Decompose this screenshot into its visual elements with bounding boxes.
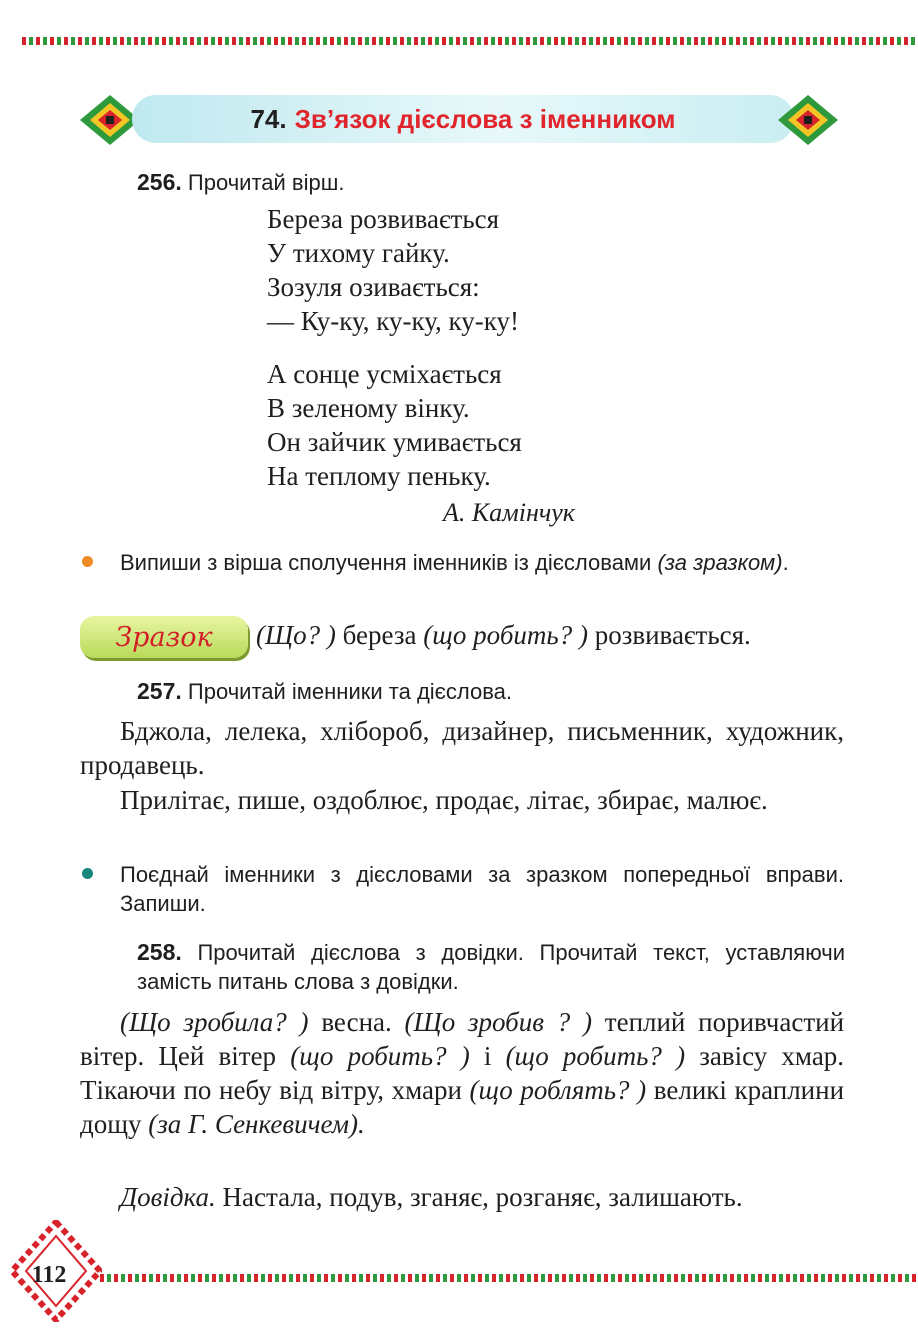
exercise-258-number: 258. xyxy=(137,939,182,965)
reference-label: Довідка. xyxy=(120,1182,216,1212)
verb-list: Прилітає, пише, оздоблює, продає, літає, збирає, малює. xyxy=(120,785,768,815)
page-number: 112 xyxy=(31,1262,67,1288)
exercise-256-number: 256. xyxy=(137,169,182,195)
sample-label: Зразок xyxy=(115,621,213,653)
text-fragment: завісу хмар. Тікаючи по небу від вітру, хмари xyxy=(80,1041,845,1105)
exercise-257-instruction: Прочитай іменники та дієслова. xyxy=(187,679,513,704)
exercise-257-number: 257. xyxy=(137,678,182,704)
task-text: Випиши з вірша сполучення іменників із дієсловами xyxy=(120,550,652,575)
bottom-embroidery-border xyxy=(100,1274,918,1282)
poem-line: Зозуля озивається: xyxy=(267,272,480,302)
lesson-title: Зв’язок дієслова з іменником xyxy=(294,103,676,134)
poem-author: А. Камінчук xyxy=(443,498,575,527)
poem-line: А сонце усміхається xyxy=(267,359,502,389)
poem-line: — Ку-ку, ку-ку, ку-ку! xyxy=(267,306,519,336)
question: (що робить? ) xyxy=(290,1041,470,1071)
sample-word: розвивається. xyxy=(594,620,751,650)
question: (що робить? ) xyxy=(505,1041,686,1071)
question: (Що зробила? ) xyxy=(120,1007,309,1037)
question: (Що зробив ? ) xyxy=(404,1007,592,1037)
embroidery-ornament-right-icon xyxy=(776,93,840,147)
orange-bullet-icon xyxy=(82,556,93,567)
text-fragment: і xyxy=(483,1041,492,1071)
reference-box xyxy=(80,1180,844,1214)
poem-stanza-2 xyxy=(267,357,522,493)
exercise-258-text xyxy=(80,1005,844,1141)
poem-stanza-1 xyxy=(267,202,519,338)
exercise-256-task: Випиши з вірша сполучення іменників із дієсловами (за зразком). xyxy=(82,548,844,577)
poem-line: На теплому пеньку. xyxy=(267,461,491,491)
reference-words: Настала, подув, зганяє, розганяє, залишають. xyxy=(222,1182,743,1212)
exercise-256-heading xyxy=(137,169,344,196)
exercise-256-instruction: Прочитай вірш. xyxy=(187,170,345,195)
exercise-258-instruction: Прочитай дієслова з довідки. Прочитай текст, уставляючи замість питань слова з довідки. xyxy=(137,940,845,994)
sample-line xyxy=(256,620,751,651)
sample-question: (Що? ) xyxy=(256,620,336,650)
noun-list: Бджола, лелека, хлібороб, дизайнер, письменник, художник, продавець. xyxy=(80,716,844,780)
citation: (за Г. Сенкевичем). xyxy=(148,1109,365,1139)
teal-bullet-icon xyxy=(82,868,93,879)
top-embroidery-border xyxy=(22,37,918,45)
exercise-257-task xyxy=(82,860,844,918)
exercise-257-heading xyxy=(137,678,512,705)
lesson-number: 74. xyxy=(250,103,287,134)
task-italic: (за зразком) xyxy=(657,550,783,575)
task-text: Поєднай іменники з дієсловами за зразком попередньої вправи. Запиши. xyxy=(120,862,844,916)
sample-question: (що робить? ) xyxy=(423,620,588,650)
text-fragment: великі краплини дощу xyxy=(80,1075,845,1139)
poem-line: В зеленому вінку. xyxy=(267,393,470,423)
lesson-title-bar xyxy=(132,95,794,143)
poem-line: У тихому гайку. xyxy=(267,238,450,268)
sample-label-badge xyxy=(80,616,248,658)
poem-line: Береза розвивається xyxy=(267,204,500,234)
exercise-258-heading xyxy=(137,938,845,996)
text-fragment: теплий поривчастий вітер. Цей вітер xyxy=(80,1007,845,1071)
sample-word: береза xyxy=(342,620,417,650)
poem-line: Он зайчик умивається xyxy=(267,427,522,457)
question: (що роблять? ) xyxy=(469,1075,647,1105)
text-fragment: весна. xyxy=(321,1007,392,1037)
